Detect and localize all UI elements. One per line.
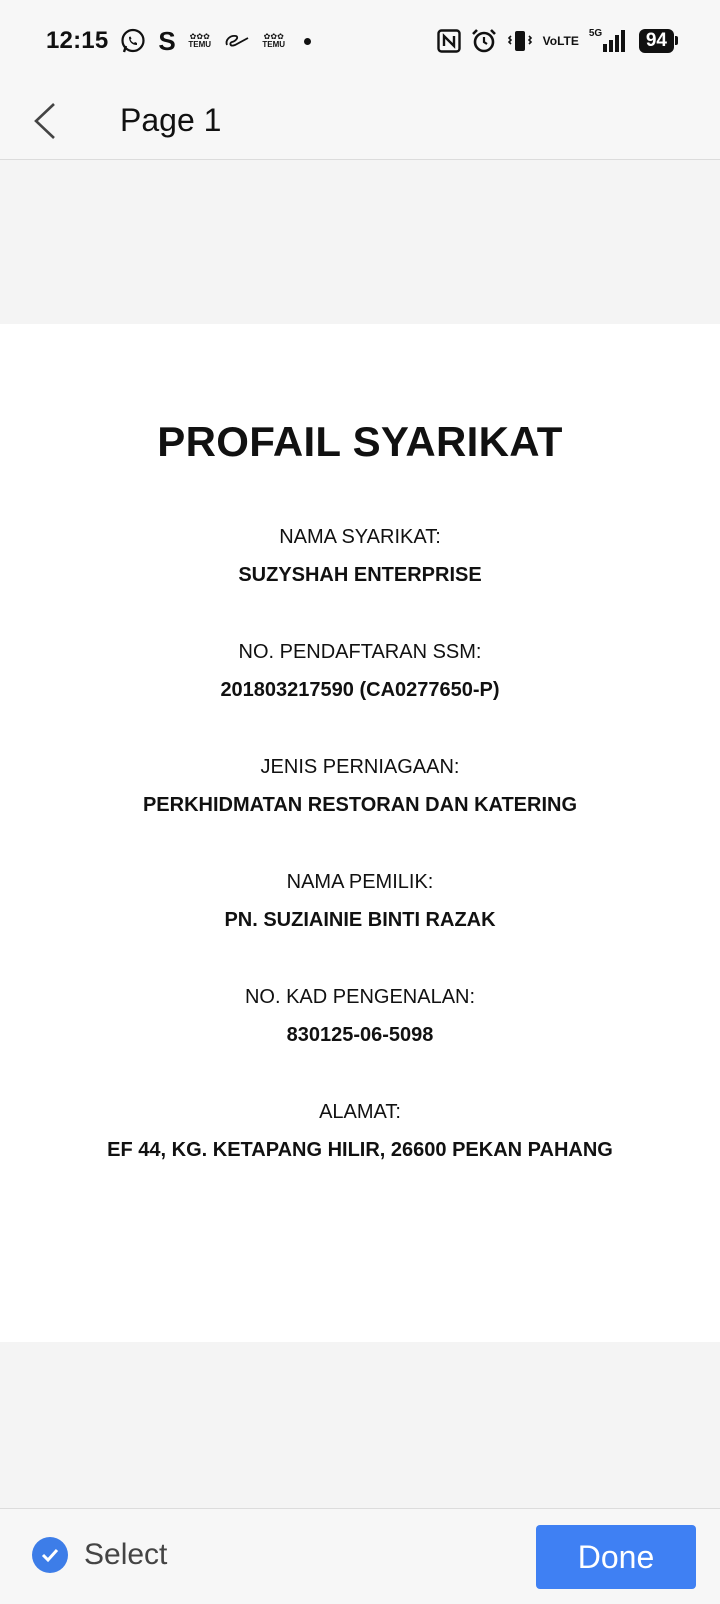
status-bar (0, 0, 720, 82)
field-label: JENIS PERNIAGAAN: (260, 756, 460, 778)
field-business-type (0, 748, 720, 824)
document-title: PROFAIL SYARIKAT (157, 418, 563, 465)
done-button[interactable]: Done (536, 1525, 696, 1589)
field-ssm-number (0, 633, 720, 709)
temu-label-2: TEMU (262, 40, 286, 49)
volte-top: Vo (542, 34, 558, 48)
field-label: NAMA SYARIKAT: (279, 526, 441, 548)
app-header (0, 82, 720, 160)
field-label: NAMA PEMILIK: (286, 871, 434, 893)
field-company-name (0, 518, 720, 594)
temu-icon-2: ✿✿✿ TEMU (262, 32, 286, 49)
volte-bottom: LTE (557, 34, 579, 48)
field-address (0, 1093, 720, 1169)
notification-dot (304, 38, 311, 45)
signal-icon (589, 28, 629, 54)
field-value: PERKHIDMATAN RESTORAN DAN KATERING (142, 794, 578, 816)
chevron-left-icon (32, 101, 58, 141)
field-owner-name (0, 863, 720, 939)
status-time: 12:15 (46, 27, 109, 54)
document-page (0, 324, 720, 1342)
network-type: 5G (588, 28, 603, 39)
vibrate-icon (507, 29, 533, 53)
nfc-icon (437, 29, 461, 53)
s-app-icon: S (158, 26, 176, 56)
field-value: 201803217590 (CA0277650-P) (220, 679, 500, 701)
status-left (46, 27, 311, 55)
check-circle-icon[interactable] (32, 1537, 68, 1573)
field-label: NO. PENDAFTARAN SSM: (238, 641, 482, 663)
field-value: EF 44, KG. KETAPANG HILIR, 26600 PEKAN PAHANG (107, 1139, 613, 1161)
alibaba-icon (224, 32, 250, 50)
back-button[interactable] (0, 82, 90, 160)
volte-icon (543, 35, 579, 47)
field-value: 830125-06-5098 (286, 1024, 434, 1046)
battery-icon: 94 (639, 29, 674, 53)
select-toggle[interactable] (32, 1537, 167, 1573)
page-title: Page 1 (120, 102, 222, 138)
field-value: PN. SUZIAINIE BINTI RAZAK (224, 909, 496, 931)
field-ic-number (0, 978, 720, 1054)
temu-icon: ✿✿✿ TEMU (188, 32, 212, 49)
alarm-icon (471, 28, 497, 54)
temu-label: TEMU (188, 40, 212, 49)
field-label: ALAMAT: (319, 1101, 401, 1123)
whatsapp-icon (120, 28, 146, 54)
field-value: SUZYSHAH ENTERPRISE (238, 564, 482, 586)
field-label: NO. KAD PENGENALAN: (244, 986, 476, 1008)
select-label[interactable]: Select (84, 1538, 168, 1571)
bottom-bar (0, 1508, 720, 1604)
status-right (437, 28, 674, 54)
